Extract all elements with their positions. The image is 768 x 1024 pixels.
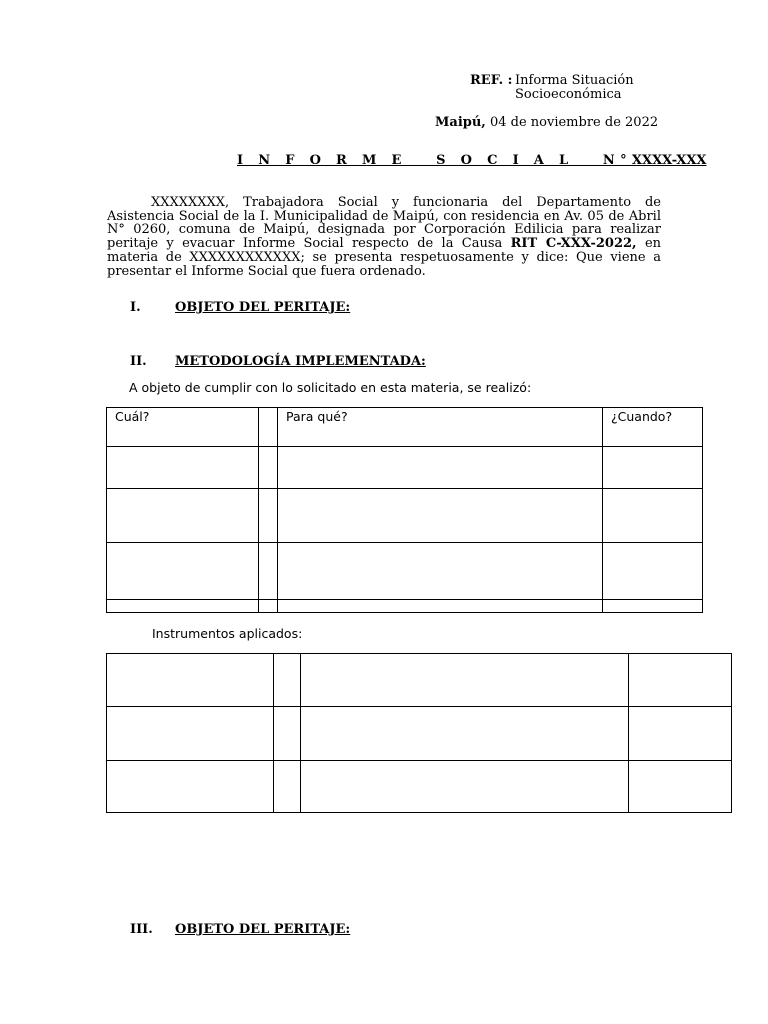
table-cell[interactable] <box>107 761 274 813</box>
table-cell[interactable] <box>107 654 274 707</box>
section-number: II. <box>130 354 147 369</box>
table-cell[interactable] <box>107 447 259 489</box>
table-cell[interactable] <box>274 761 301 813</box>
table-cell[interactable] <box>278 543 603 600</box>
table-cell[interactable] <box>107 600 259 613</box>
table-cell[interactable] <box>629 761 732 813</box>
table-cell[interactable] <box>603 543 703 600</box>
section-title: METODOLOGÍA IMPLEMENTADA: <box>175 354 426 369</box>
table-cell[interactable] <box>107 707 274 761</box>
intro-text-part1: XXXXXXXX, Trabajadora Social y funcionaria del Departamento de Asistencia Social de la I. Municipalidad de Maipú, con residencia en Av. 05 de Abril N° 0260, comuna de Maipú, designada por Corporación Edilicia para realizar peritaje y evacuar Informe Social respecto de la Causa <box>107 195 661 252</box>
table-row <box>107 600 703 613</box>
table-cell[interactable] <box>107 543 259 600</box>
table-cell[interactable] <box>274 654 301 707</box>
table-cell[interactable] <box>278 447 603 489</box>
table-row <box>107 447 703 489</box>
table-cell[interactable] <box>259 600 278 613</box>
section-number: I. <box>130 300 141 315</box>
table-cell[interactable] <box>301 654 629 707</box>
table-header-cell: ¿Cuando? <box>603 408 703 447</box>
section-number: III. <box>130 922 153 937</box>
table-row <box>107 489 703 543</box>
instruments-table <box>106 653 732 813</box>
table-cell[interactable] <box>629 707 732 761</box>
table-cell[interactable] <box>107 489 259 543</box>
reference-block <box>470 74 634 102</box>
table-cell[interactable] <box>259 489 278 543</box>
table-cell[interactable] <box>274 707 301 761</box>
date-line <box>435 115 658 130</box>
table-cell[interactable] <box>301 707 629 761</box>
date-text: 04 de noviembre de 2022 <box>489 115 659 130</box>
table-cell[interactable] <box>278 489 603 543</box>
table-cell[interactable] <box>629 654 732 707</box>
methodology-intro: A objeto de cumplir con lo solicitado en esta materia, se realizó: <box>129 380 532 395</box>
case-number: RIT C-XXX-2022, <box>510 236 637 252</box>
table-row <box>107 543 703 600</box>
methodology-table <box>106 407 703 613</box>
instruments-label: Instrumentos aplicados: <box>152 626 303 641</box>
intro-paragraph <box>107 196 661 278</box>
title-code: XXXX-XXX <box>631 153 707 168</box>
table-cell[interactable] <box>603 447 703 489</box>
date-place: Maipú, <box>435 115 486 130</box>
table-cell[interactable] <box>259 543 278 600</box>
table-cell[interactable] <box>301 761 629 813</box>
table-row <box>107 707 732 761</box>
reference-subject-line2: Socioeconómica <box>515 87 622 102</box>
table-header-row <box>107 408 703 447</box>
reference-subject-line1: Informa Situación <box>515 73 634 88</box>
reference-line-1 <box>470 74 634 88</box>
table-cell[interactable] <box>603 600 703 613</box>
section-title: OBJETO DEL PERITAJE: <box>175 922 351 937</box>
document-title <box>237 153 707 168</box>
table-cell[interactable] <box>259 447 278 489</box>
table-row <box>107 654 732 707</box>
table-cell[interactable] <box>278 600 603 613</box>
table-row <box>107 761 732 813</box>
table-header-cell <box>259 408 278 447</box>
section-title: OBJETO DEL PERITAJE: <box>175 300 351 315</box>
table-header-cell: Para qué? <box>278 408 603 447</box>
intro-text-part2: en materia de XXXXXXXXXXXX; se presenta respetuosamente y dice: Que viene a presentar el Informe Social que fuera ordenado. <box>107 236 662 279</box>
table-cell[interactable] <box>603 489 703 543</box>
table-header-cell: Cuál? <box>107 408 259 447</box>
title-spaced: I N F O R M E S O C I A L N° <box>237 153 632 168</box>
reference-label: REF. : <box>470 73 513 88</box>
